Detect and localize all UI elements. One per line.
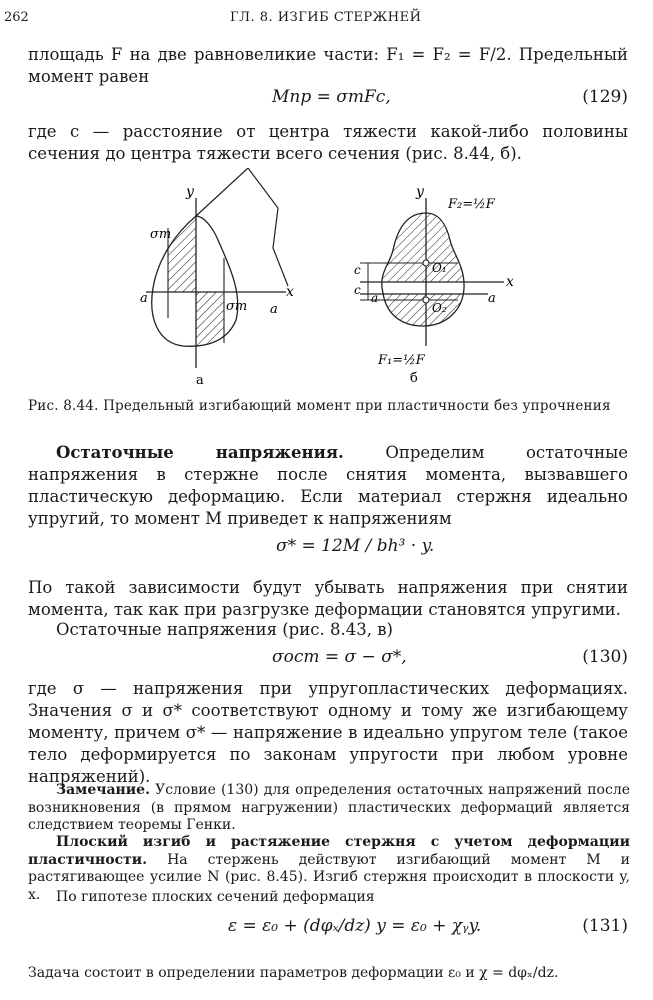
chapter-title: ГЛ. 8. ИЗГИБ СТЕРЖНЕЙ <box>230 10 422 25</box>
diagram-b <box>354 184 514 386</box>
equation-130 <box>28 647 628 671</box>
diagram-b-x-label: x <box>506 274 514 290</box>
diagram-a-a-right: a <box>270 302 278 317</box>
diagram-b-a-right: a <box>488 291 496 306</box>
diagram-b-F2-label: F₂=½F <box>448 197 495 212</box>
equation-129-formula: Mпр = σтFc, <box>272 87 391 107</box>
diagram-a-sigma-left: σт <box>150 227 172 242</box>
diagram-b-O2-label: O₂ <box>432 301 447 315</box>
paragraph-sigma-definition: где σ — напряжения при упругопластических деформациях. Значения σ и σ* соответствуют одному и тому же изгибающему моменту, причем σ* — напряжение в идеально упругом теле (такое тело деформируется по законам упругости при любом уровне напряжений). <box>28 679 628 786</box>
residual-stress-title: Остаточные напряжения. <box>56 443 344 462</box>
diagram-a-a-left: a <box>140 291 148 306</box>
residual-stress-text: Определим остаточные напряжения в стержне после снятия момента, вызвавшего пластическую деформацию. Если материал стержня идеально упругий, то момент M приведет к напряжениям <box>28 443 628 528</box>
residual-stress-paragraph <box>28 442 628 530</box>
remark-text: Условие (130) для определения остаточных напряжений после возникновения (в прямом нагружении) пластических деформаций является следствием теоремы Генки. <box>28 782 630 833</box>
diagram-b-a-left: a <box>371 291 379 305</box>
diagram-a-plane <box>196 168 288 286</box>
equation-131 <box>28 912 628 942</box>
equation-129 <box>28 87 628 111</box>
paragraph-area-split: площадь F на две равновеликие части: F₁ = F₂ = F/2. Предельный момент равен <box>28 45 628 86</box>
diagram-b-point-O2 <box>423 297 429 303</box>
diagram-a-sigma-right: σт <box>226 299 248 314</box>
remark-title: Замечание. <box>56 782 150 798</box>
diagram-b-F1-label: F₁=½F <box>378 353 425 368</box>
equation-130-formula: σост = σ − σ*, <box>272 647 407 667</box>
equation-sigma-star-formula: σ* = 12M / bh³ · y. <box>276 536 435 556</box>
figure-caption: Рис. 8.44. Предельный изгибающий момент при пластичности без упрочнения <box>28 398 611 414</box>
diagram-b-point-O1 <box>423 260 429 266</box>
flat-bending-title: Плоский изгиб и растяжение стержня с учетом деформации пластичности. <box>28 834 630 868</box>
paragraph-task: Задача состоит в определении параметров деформации ε₀ и χ = dφₓ/dz. <box>28 965 559 981</box>
equation-131-number: (131) <box>582 916 628 936</box>
paragraph-unloading: По такой зависимости будут убывать напряжения при снятии момента, так как при разгрузке деформации становятся упругими. <box>28 578 628 619</box>
diagram-b-c-label-2: c <box>354 283 361 297</box>
diagram-a-x-label: x <box>286 284 294 300</box>
paragraph-c-definition: где c — расстояние от центра тяжести какой-либо половины сечения до центра тяжести всего сечения (рис. 8.44, б). <box>28 122 628 163</box>
paragraph-hypothesis: По гипотезе плоских сечений деформация <box>56 889 375 905</box>
equation-129-number: (129) <box>582 87 628 107</box>
equation-131-formula: ε = ε₀ + (dφₓ/dz) y = ε₀ + χᵧy. <box>228 916 482 936</box>
diagram-b-y-label: y <box>416 184 424 200</box>
diagram-b-O1-label: O₁ <box>432 261 447 275</box>
equation-130-number: (130) <box>582 647 628 667</box>
diagram-a <box>140 168 294 388</box>
diagram-a-stress-block-upper <box>168 216 196 292</box>
figure-8-44 <box>128 168 518 390</box>
remark-paragraph <box>28 782 630 835</box>
diagram-b-c-label-1: c <box>354 263 361 277</box>
diagram-b-sublabel: б <box>410 371 418 386</box>
page-number: 262 <box>4 10 29 25</box>
diagram-b-upper-half-hatch <box>378 208 478 282</box>
flat-bending-text: На стержень действуют изгибающий момент M и растягивающее усилие N (рис. 8.45). Изгиб стержня происходит в плоскости y, x. <box>28 851 630 903</box>
diagram-a-sublabel: а <box>196 373 204 388</box>
equation-sigma-star <box>28 530 628 570</box>
paragraph-residual-ref: Остаточные напряжения (рис. 8.43, в) <box>56 620 393 639</box>
diagram-a-y-label: y <box>186 184 194 200</box>
